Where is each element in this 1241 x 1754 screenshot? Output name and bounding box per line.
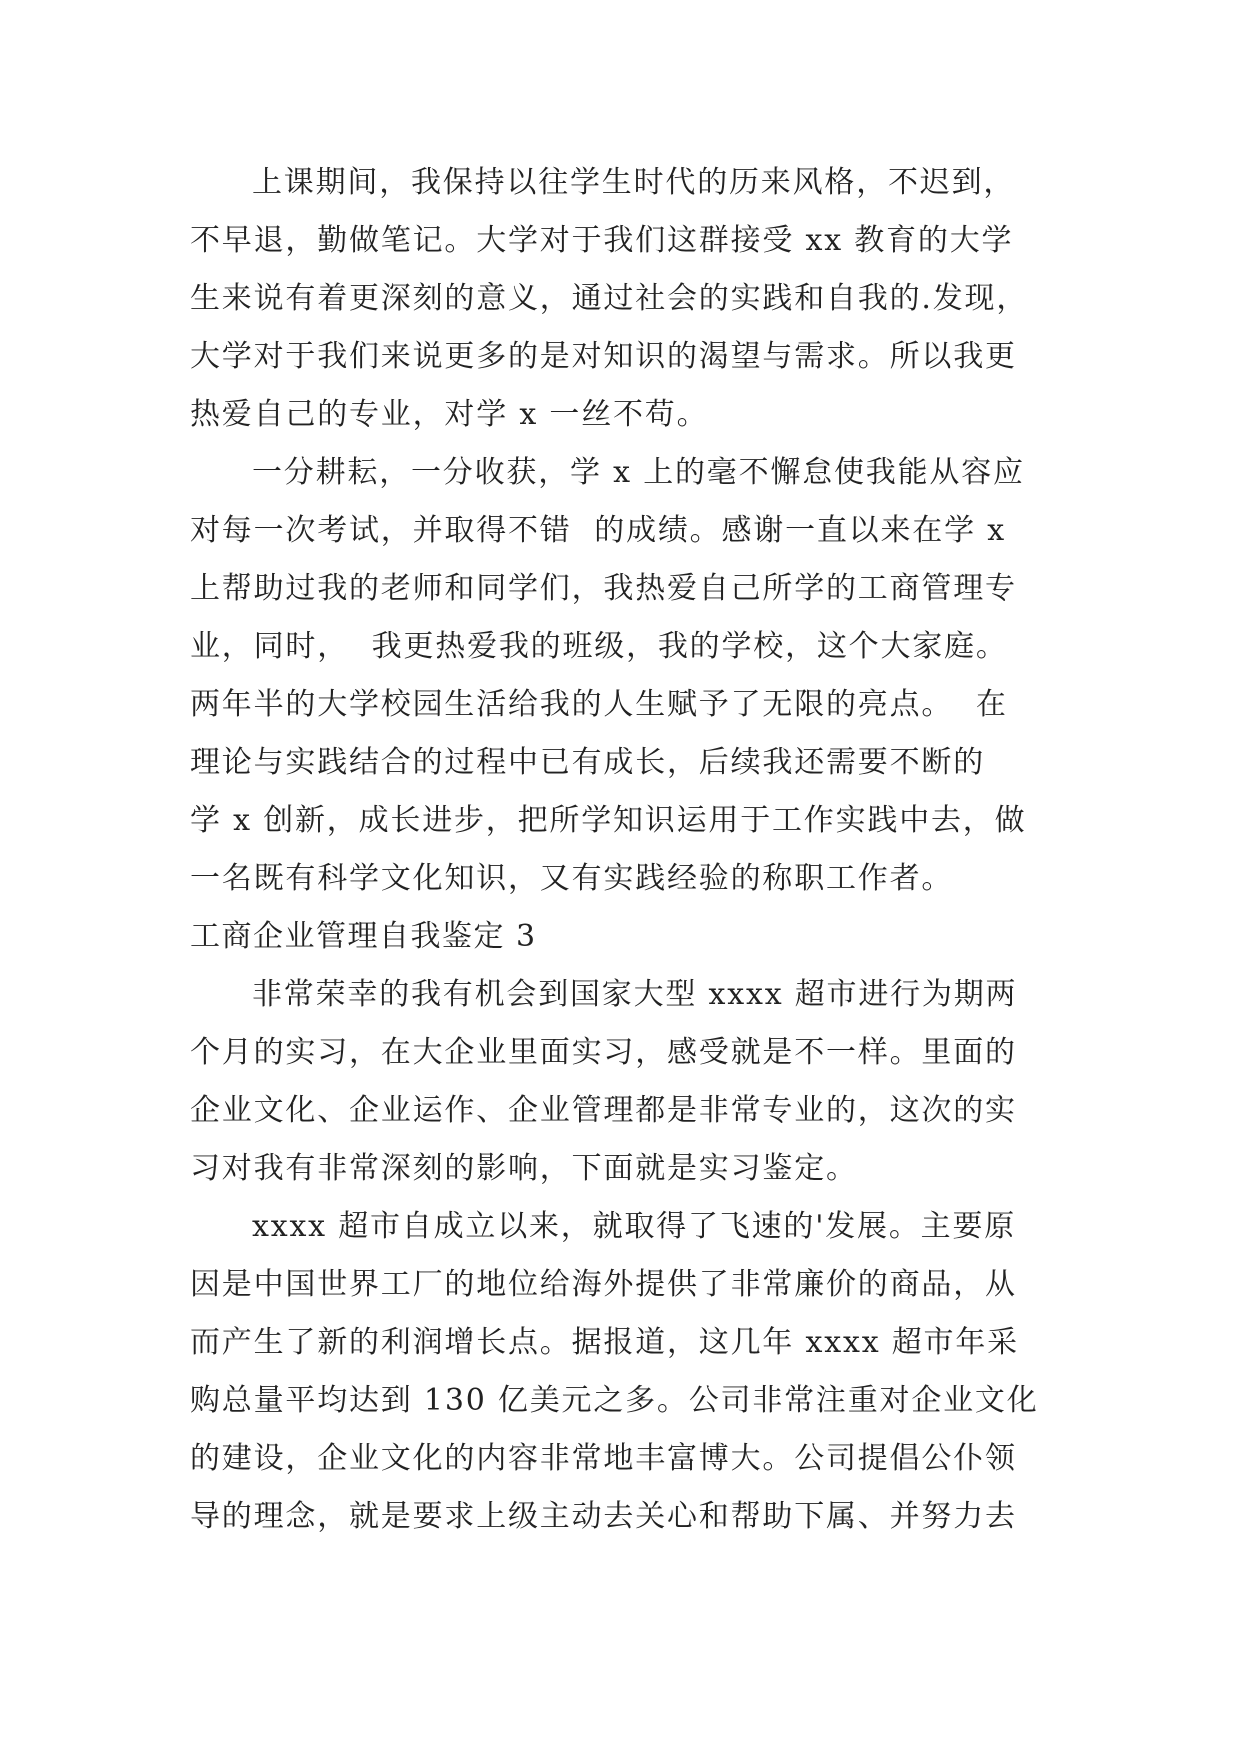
paragraph-1-line-1: 上课期间，我保持以往学生时代的历来风格，不迟到， — [252, 165, 1016, 200]
paragraph-3-line-1: 非常荣幸的我有机会到国家大型 xxxx 超市进行为期两 — [252, 977, 1018, 1012]
paragraph-2-line-2: 对每一次考试，并取得不错 的成绩。感谢一直以来在学 x — [190, 513, 1006, 548]
paragraph-4-line-2: 因是中国世界工厂的地位给海外提供了非常廉价的商品，从 — [190, 1267, 1017, 1302]
paragraph-2-line-4: 业，同时， 我更热爱我的班级，我的学校，这个大家庭。 — [190, 629, 1008, 664]
paragraph-4-line-3: 而产生了新的利润增长点。据报道，这几年 xxxx 超市年采 — [190, 1325, 1019, 1360]
paragraph-4-line-5: 的建设，企业文化的内容非常地丰富博大。公司提倡公仆领 — [190, 1441, 1017, 1476]
paragraph-4-line-4: 购总量平均达到 130 亿美元之多。公司非常注重对企业文化 — [190, 1383, 1039, 1418]
paragraph-3-line-4: 习对我有非常深刻的影响，下面就是实习鉴定。 — [190, 1151, 858, 1186]
section-heading: 工商企业管理自我鉴定 3 — [190, 919, 537, 954]
paragraph-1-line-4: 大学对于我们来说更多的是对知识的渴望与需求。所以我更 — [190, 339, 1017, 374]
paragraph-4-line-6: 导的理念，就是要求上级主动去关心和帮助下属、并努力去 — [190, 1499, 1017, 1534]
paragraph-2-line-6: 理论与实践结合的过程中已有成长，后续我还需要不断的 — [190, 745, 985, 780]
paragraph-4-line-1: xxxx 超市自成立以来，就取得了飞速的'发展。主要原 — [252, 1209, 1017, 1244]
paragraph-2-line-8: 一名既有科学文化知识，又有实践经验的称职工作者。 — [190, 861, 954, 896]
paragraph-1-line-3: 生来说有着更深刻的意义，通过社会的实践和自我的.发现， — [190, 281, 1029, 316]
paragraph-3-line-3: 企业文化、企业运作、企业管理都是非常专业的，这次的实 — [190, 1093, 1017, 1128]
paragraph-1-line-5: 热爱自己的专业，对学 x 一丝不苟。 — [190, 397, 709, 432]
document-body — [190, 154, 1052, 1546]
paragraph-2-line-5: 两年半的大学校园生活给我的人生赋予了无限的亮点。 在 — [190, 687, 1008, 722]
paragraph-1-line-2: 不早退，勤做笔记。大学对于我们这群接受 xx 教育的大学 — [190, 223, 1014, 258]
paragraph-2-line-3: 上帮助过我的老师和同学们，我热爱自己所学的工商管理专 — [190, 571, 1017, 606]
paragraph-2-line-1: 一分耕耘，一分收获，学 x 上的毫不懈怠使我能从容应 — [252, 455, 1025, 490]
paragraph-2-line-7: 学 x 创新，成长进步，把所学知识运用于工作实践中去，做 — [190, 803, 1027, 838]
paragraph-3-line-2: 个月的实习，在大企业里面实习，感受就是不一样。里面的 — [190, 1035, 1017, 1070]
